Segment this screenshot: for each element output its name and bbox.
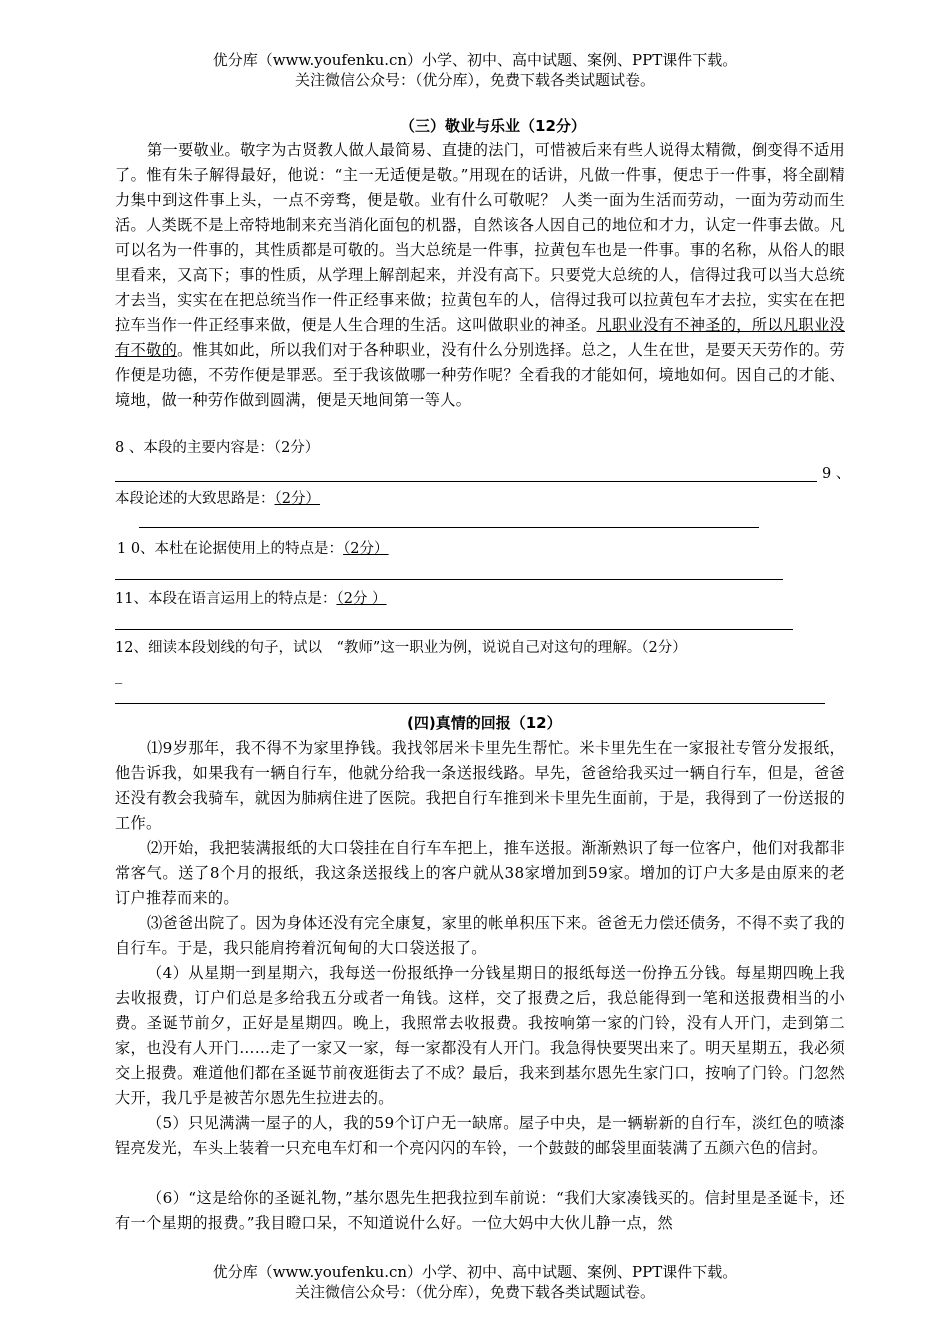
question-9-score: （2分） <box>274 491 320 507</box>
page-header <box>0 50 950 90</box>
header-line-1: 优分库（www.youfenku.cn）小学、初中、高中试题、案例、PPT课件下载。 <box>212 51 738 69</box>
story-paragraph-2: ⑵开始，我把装满报纸的大口袋挂在自行车车把上，推车送报。渐渐熟识了每一位客户，他们对我都非常客气。送了8个月的报纸，我这条送报线上的客户就从38家增加到59家。增加的订户大多是由原来的老订户推荐而来的。 <box>115 839 845 907</box>
question-9-text: 本段论述的大致思路是： <box>115 491 275 507</box>
question-11-text: 11、本段在语言运用上的特点是： <box>115 591 337 607</box>
question-11-score: （2分 ） <box>336 591 387 607</box>
story-paragraph-3: ⑶爸爸出院了。因为身体还没有完全康复，家里的帐单积压下来。爸爸无力偿还债务，不得不卖了我的自行车。于是，我只能肩挎着沉甸甸的大口袋送报了。 <box>115 914 845 957</box>
story-paragraph-4: （4）从星期一到星期六，我每送一份报纸挣一分钱星期日的报纸每送一份挣五分钱。每星期四晚上我去收报费，订户们总是多给我五分或者一角钱。这样，交了报费之后，我总能得到一笔和送报费相当的小费。圣诞节前夕，正好是星期四。晚上，我照常去收报费。我按响第一家的门铃，没有人开门，走到第二家，也没有人开门……走了一家又一家，每一家都没有人开门。我急得快要哭出来了。明天星期五，我必须交上报费。难道他们都在圣诞节前夜逛街去了不成？最后，我来到基尔恩先生家门口，按响了门铃。门忽然大开，我几乎是被苦尔恩先生拉进去的。 <box>115 964 845 1107</box>
question-10-text: 1 0、本杜在论据使用上的特点是： <box>117 541 344 557</box>
footer-line-2: 关注微信公众号：（优分库），免费下载各类试题试卷。 <box>294 1283 655 1301</box>
answer-line-9[interactable] <box>139 527 759 528</box>
page-footer <box>0 1262 950 1302</box>
story-paragraph-5: （5）只见满满一屋子的人，我的59个订户无一缺席。屋子中央，是一辆崭新的自行车，淡红色的喷漆锃亮发光，车头上装着一只充电车灯和一个亮闪闪的车铃，一个鼓鼓的邮袋里面装满了五颜六色的信封。 <box>115 1114 845 1157</box>
section-3-title: （三）敬业与乐业（12分） <box>400 117 586 135</box>
footer-line-1: 优分库（www.youfenku.cn）小学、初中、高中试题、案例、PPT课件下载。 <box>212 1263 738 1281</box>
question-9-number: 9 、 <box>822 466 851 482</box>
answer-line-10[interactable] <box>115 579 783 580</box>
story-paragraph-6: （6）“这是给你的圣诞礼物，”基尔恩先生把我拉到车前说：“我们大家凑钱买的。信封里是圣诞卡，还有一个星期的报费。”我目瞪口呆，不知道说什么好。一位大妈中大伙儿静一点，然 <box>115 1189 845 1232</box>
section-3-passage <box>115 138 845 413</box>
answer-line-12[interactable] <box>115 703 825 704</box>
question-12: 12、细读本段划线的句子，试以 “教师”这一职业为例，说说自己对这句的理解。（2分） <box>115 640 687 656</box>
section-4-title: (四)真情的回报（12） <box>407 714 562 732</box>
question-10-score: （2分） <box>343 541 389 557</box>
question-9 <box>115 489 320 509</box>
passage-text-after: 。惟其如此，所以我们对于各种职业，没有什么分别选择。总之，人生在世，是要天天劳作的。劳作便是功德，不劳作便是罪恶。至于我该做哪一种劳作呢？全看我的才能如何，境地如何。因自己的才能、境地，做一种劳作做到圆满，便是天地间第一等人。 <box>115 341 846 409</box>
header-line-2: 关注微信公众号：（优分库），免费下载各类试题试卷。 <box>294 71 655 89</box>
passage-text-before: 第一要敬业。敬字为古贤教人做人最简易、直捷的法门，可惜被后来有些人说得太精微，倒变得不适用了。惟有朱子解得最好，他说：“主一无适便是敬。”用现在的话讲，凡做一件事，便忠于一件事，将全副精力集中到这件事上头，一点不旁骛，便是敬。业有什么可敬呢？ 人类一面为生活而劳动，一面为劳动而生活。人类既不是上帝特地制来充当消化面包的机器，自然该各人因自己的地位和才力，认定一件事去做。凡可以名为一件事的，其性质都是可敬的。当大总统是一件事，拉黄包车也是一件事。事的名称，从俗人的眼里看来，又高下；事的性质，从学理上解剖起来，并没有高下。只要党大总统的人，信得过我可以当大总统才去当，实实在在把总统当作一件正经事来做；拉黄包车的人，信得过我可以拉黄包车才去拉，实实在在把拉车当作一件正经事来做，便是人生合理的生活。这叫做职业的神圣。 <box>115 141 845 334</box>
passage-underlined-sentence: 凡职业没有不神圣的，所以凡职业没有不敬的 <box>115 316 845 359</box>
answer-line-11[interactable] <box>115 629 793 630</box>
question-10 <box>117 539 389 559</box>
question-12-mark: _ <box>115 668 123 684</box>
story-paragraph-1: ⑴9岁那年，我不得不为家里挣钱。我找邻居米卡里先生帮忙。米卡里先生在一家报社专管分发报纸，他告诉我，如果我有一辆自行车，他就分给我一条送报线路。早先，爸爸给我买过一辆自行车，但是，爸爸还没有教会我骑车，就因为肺病住进了医院。我把自行车推到米卡里先生面前，于是，我得到了一份送报的工作。 <box>115 739 845 832</box>
question-11 <box>115 589 387 609</box>
question-8: 8 、本段的主要内容是：（2分） <box>115 440 320 456</box>
answer-line-8[interactable] <box>115 481 817 482</box>
